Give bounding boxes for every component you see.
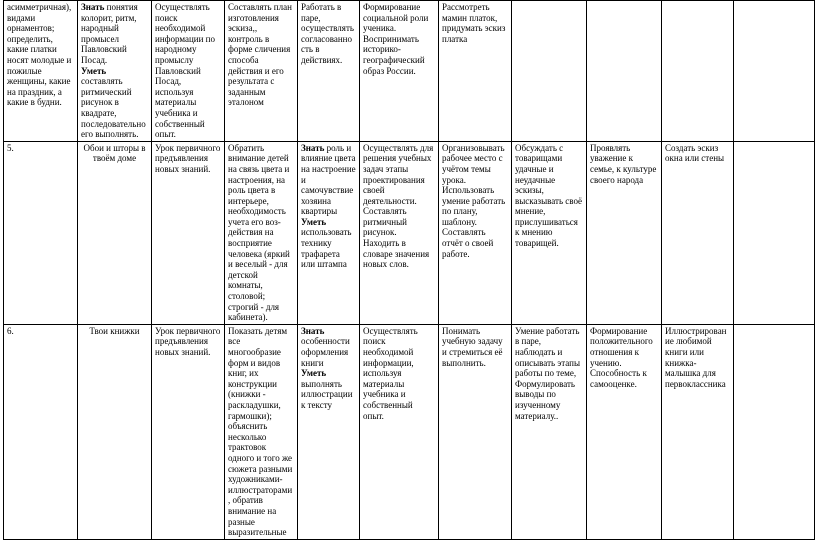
can-label: Уметь <box>81 65 107 76</box>
know-label: Знать <box>301 142 325 153</box>
table-cell-lesson-topic: Твои книжки <box>78 324 152 539</box>
table-cell-subject-results: Знать понятия колорит, ритм, народный промысел Павловский Посад. Уметь составлять ритмический рисунок в квадрате, последовательно его выполнять. <box>78 1 152 142</box>
table-cell-empty <box>587 1 662 142</box>
table-cell-empty <box>734 141 815 324</box>
table-row <box>4 141 815 324</box>
table-cell-cognitive: Осуществлять поиск необходимой информации по народному промыслу Павловский Посад, используя материалы учебника и собственный опыт. <box>152 1 225 142</box>
table-cell-cognitive: Осуществлять поиск необходимой информации, используя материалы учебника и собственный опыт. <box>360 324 439 539</box>
table-cell-goals: Обратить внимание детей на связь цвета и настроения, на роль цвета в интерьере, необходимость учета его воз-действия на восприятие человека (яркий и веселый - для детской комнаты, столовой; строгий - для кабинета). <box>225 141 298 324</box>
table-cell-regulatory: Организовывать рабочее место с учётом темы урока. Использовать умение работать по плану, шаблону. Составлять отчёт о своей работе. <box>439 141 512 324</box>
table-cell-personal: Формирование положительного отношения к учению. Способность к самооценке. <box>587 324 662 539</box>
table-cell-lesson-topic: Обои и шторы в твоём доме <box>78 141 152 324</box>
table-cell-regulatory: Составлять план изготовления эскиза,, контроль в форме сличения способа действия и его результата с заданным эталоном <box>225 1 298 142</box>
table-cell-communicative: Умение работать в паре, наблюдать и описывать этапы работы по теме, Формулировать выводы по изученному материалу.. <box>512 324 587 539</box>
table-cell-homework: Рассмотреть мамин платок, придумать эскиз платка <box>439 1 512 142</box>
table-cell-lesson-type: Урок первичного предъявления новых знаний. <box>152 141 225 324</box>
can-label: Уметь <box>301 216 327 227</box>
table-cell-subject-results: Знать роль и влияние цвета на настроение и самочувствие хозяина квартиры Уметь использовать технику трафарета или штампа <box>298 141 360 324</box>
table-row <box>4 1 815 142</box>
table-row <box>4 324 815 539</box>
table-cell-cognitive: Осуществлять для решения учебных задач этапы проектирования своей деятельности. Составлять ритмичный рисунок. Находить в словаре значения новых слов. <box>360 141 439 324</box>
table-cell-goals: асимметричная), видами орнаментов; определить, какие платки носят молодые и пожилые женщины, какие на праздник, а какие в будни. <box>4 1 78 142</box>
table-cell-empty <box>734 324 815 539</box>
table-cell-communicative: Работать в паре, осуществлять согласованность в действиях. <box>298 1 360 142</box>
know-label: Знать <box>301 325 325 336</box>
table-cell-communicative: Обсуждать с товарищами удачные и неудачные эскизы, высказывать своё мнение, прислушиваться к мнению товарищей. <box>512 141 587 324</box>
table-cell-personal: Формирование социальной роли ученика. Воспринимать историко-географический образ России. <box>360 1 439 142</box>
table-cell-empty <box>662 1 734 142</box>
table-cell-homework: Иллюстрирование любимой книги или книжка-малышка для первоклассника <box>662 324 734 539</box>
table-cell-lesson-type: Урок первичного предъявления новых знаний. <box>152 324 225 539</box>
table-cell-homework: Создать эскиз окна или стены <box>662 141 734 324</box>
table-cell-regulatory: Понимать учебную задачу и стремиться её выполнить. <box>439 324 512 539</box>
table-cell-empty <box>512 1 587 142</box>
can-label: Уметь <box>301 368 327 379</box>
know-label: Знать <box>81 2 105 12</box>
table-cell-personal: Проявлять уважение к семье, к культуре своего народа <box>587 141 662 324</box>
table-cell-subject-results: Знать особенности оформления книги Уметь выполнять иллюстрации к тексту <box>298 324 360 539</box>
table-cell-empty <box>734 1 815 142</box>
lesson-plan-table <box>3 0 815 540</box>
table-cell-goals: Показать детям все многообразие форм и видов книг, их конструкции (книжки - раскладушки, гармошки); объяснить несколько трактовок одного и того же сюжета разными художниками-иллюстраторами, обратив внимание на разные выразительные <box>225 324 298 539</box>
table-cell-lesson-number: 5. <box>4 141 78 324</box>
table-cell-lesson-number: 6. <box>4 324 78 539</box>
